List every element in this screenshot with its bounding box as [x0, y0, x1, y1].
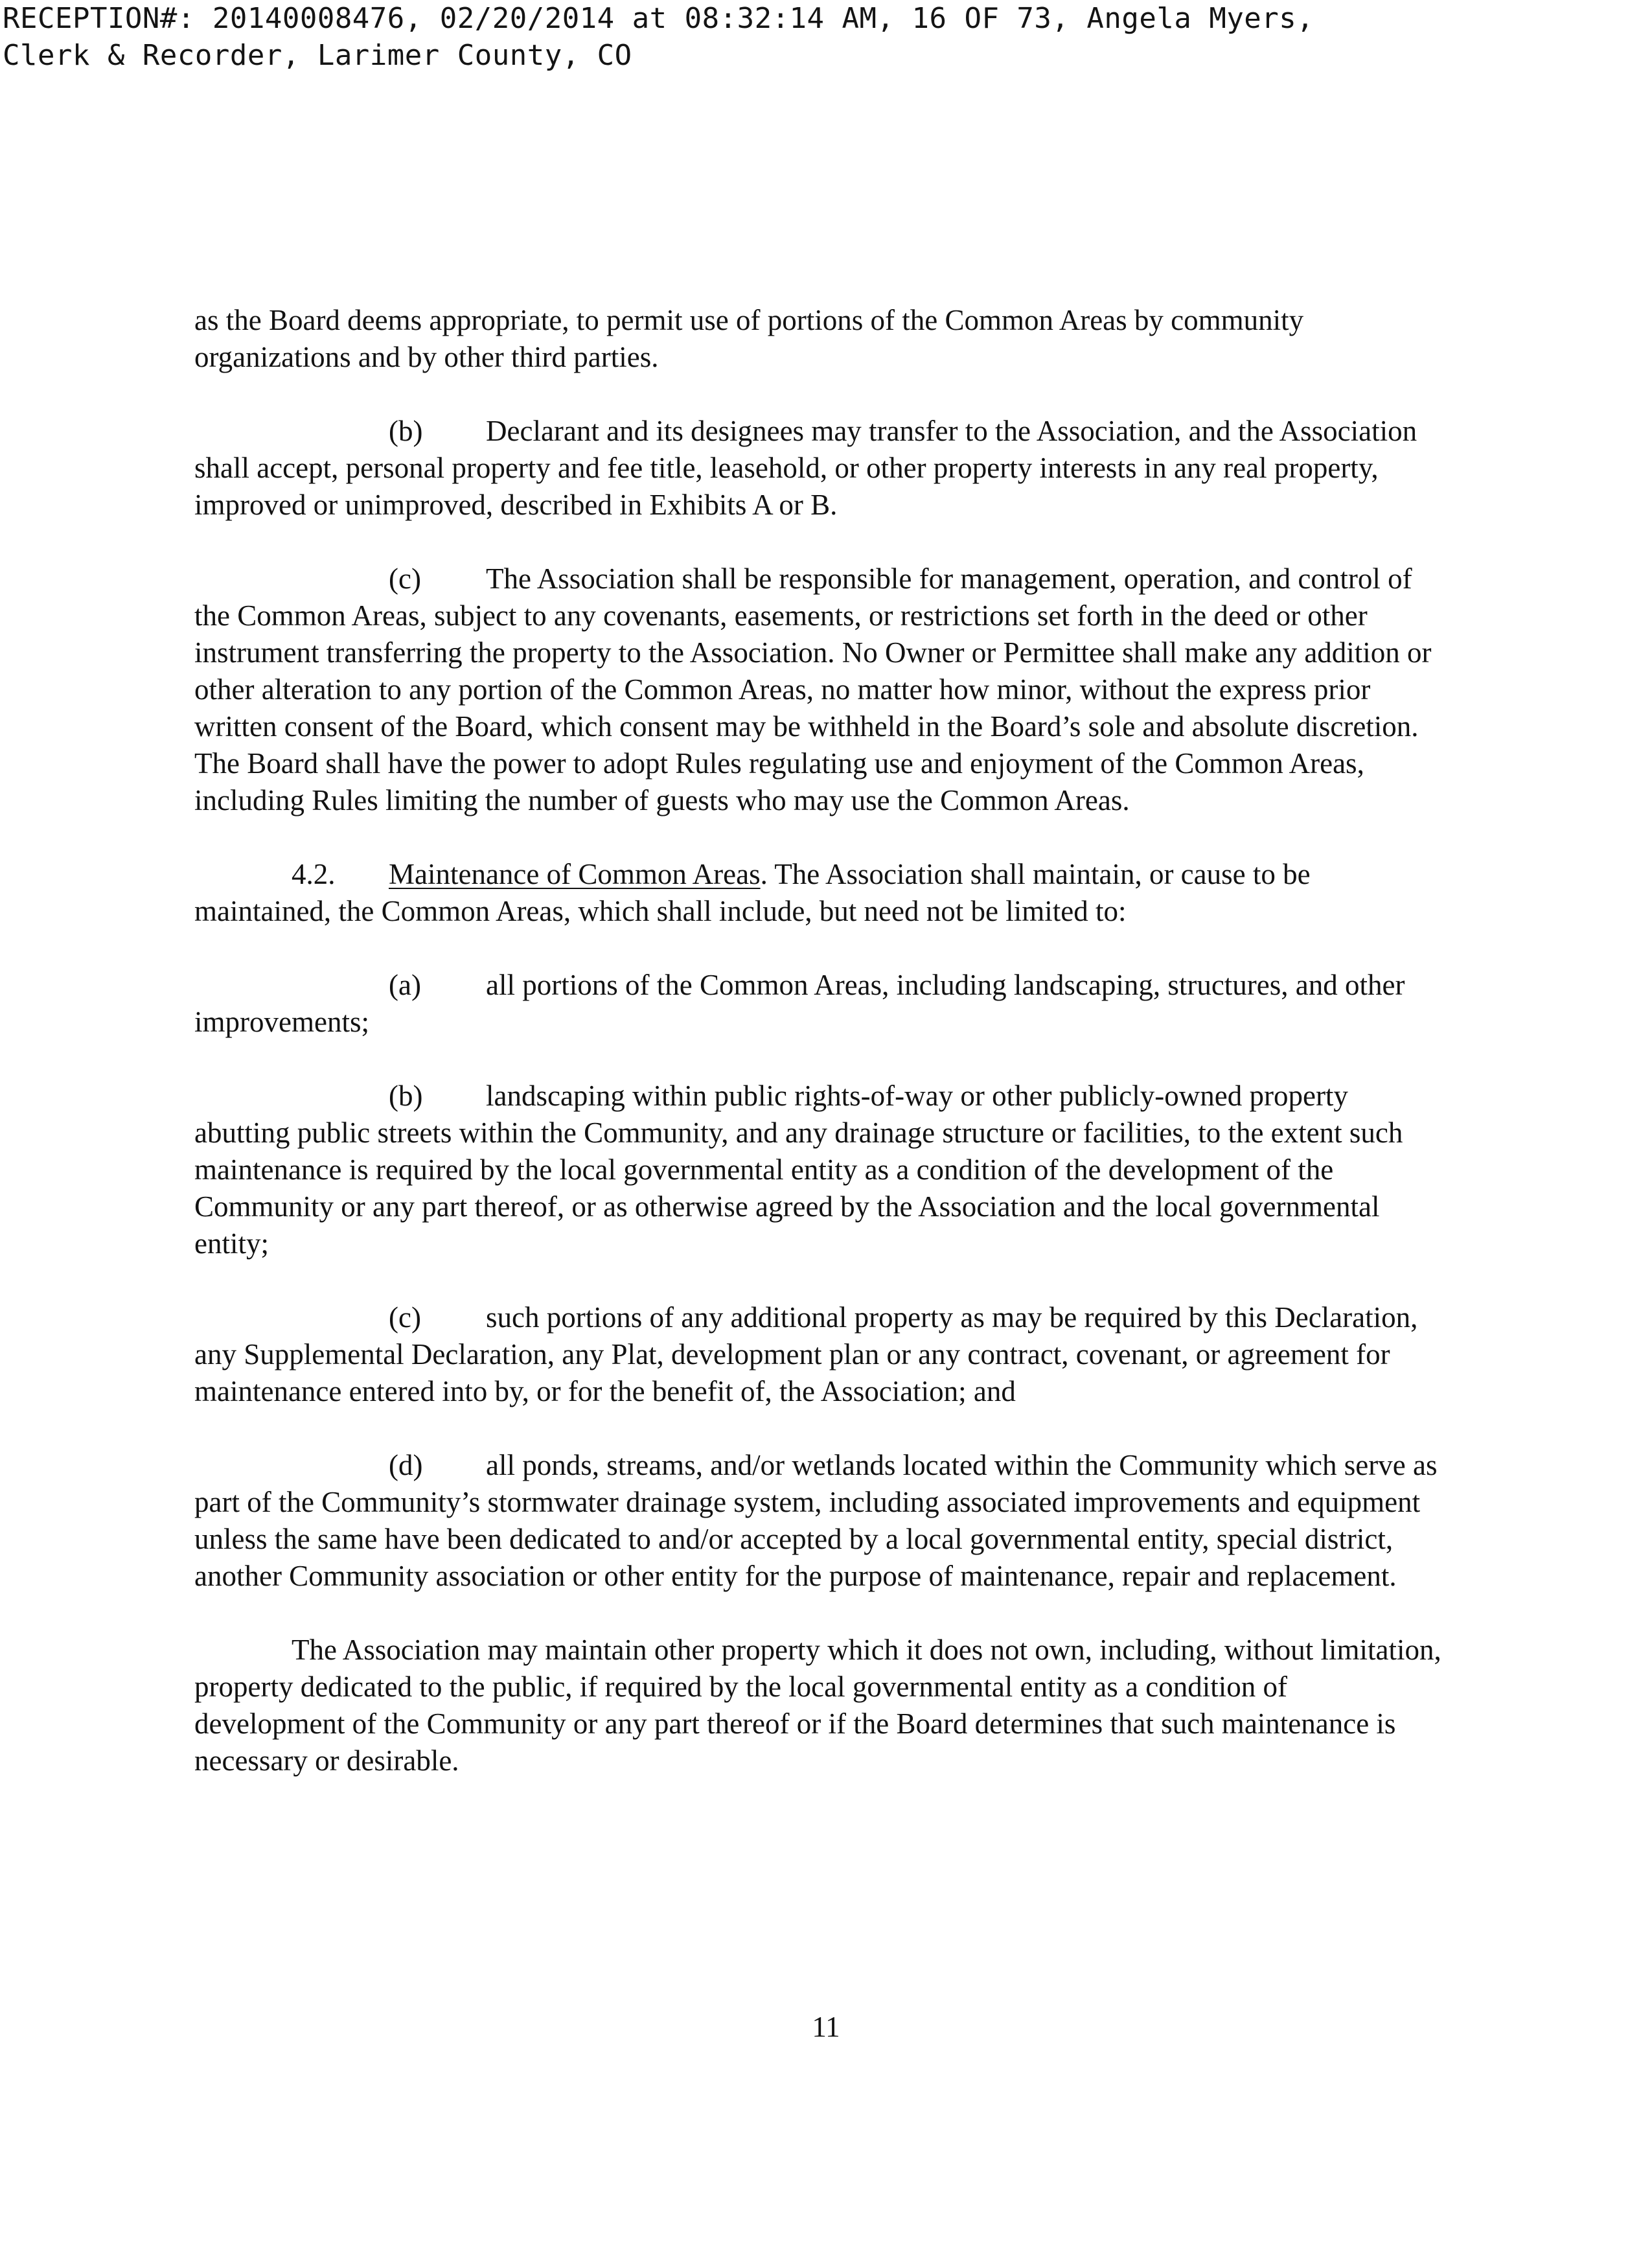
recording-stamp: [3, 0, 1314, 74]
paragraph-text: such portions of any additional property as may be required by this Declaration, any Supplemental Declaration, any Plat, development plan or any contract, covenant, or agreement for maintenance entered into by, or for the benefit of, the Association; and: [194, 1301, 1418, 1407]
paragraph-marker: (a): [389, 969, 421, 1001]
section-4-2: [194, 856, 1445, 930]
closing-paragraph: The Association may maintain other property which it does not own, including, without limitation, property dedicated to the public, if required by the local governmental entity as a condition of development of the Community or any part thereof or if the Board determines that such maintenance is necessary or desirable.: [194, 1634, 1441, 1777]
document-body: [194, 302, 1445, 1779]
paragraph-text: Declarant and its designees may transfer to the Association, and the Association shall accept, personal property and fee title, leasehold, or other property interests in any real property, improved or unimproved, described in Exhibits A or B.: [194, 415, 1417, 521]
continuation-paragraph: as the Board deems appropriate, to permit use of portions of the Common Areas by community organizations and by other third parties.: [194, 304, 1304, 373]
paragraph-4-2-b: [194, 1078, 1445, 1262]
paragraph-4-2-d: [194, 1447, 1445, 1595]
paragraph-text: all ponds, streams, and/or wetlands located within the Community which serve as part of the Community’s stormwater drainage system, including associated improvements and equipment unless the same have been dedicated to and/or accepted by a local governmental entity, special district, another Community association or other entity for the purpose of maintenance, repair and replacement.: [194, 1449, 1438, 1592]
paragraph-4-1-b: [194, 413, 1445, 524]
section-heading: Maintenance of Common Areas: [389, 858, 761, 890]
paragraph-marker: (b): [389, 1080, 423, 1112]
paragraph-4-2-c: [194, 1299, 1445, 1410]
paragraph-text: all portions of the Common Areas, including landscaping, structures, and other improvements;: [194, 969, 1405, 1038]
paragraph-4-1-c: [194, 561, 1445, 819]
section-number: 4.2.: [292, 858, 336, 890]
page-number: 11: [812, 2011, 840, 2043]
section-text: . The Association shall maintain, or cause to be maintained, the Common Areas, which shall include, but need not be limited to:: [194, 858, 1311, 927]
paragraph-marker: (c): [389, 1301, 421, 1334]
paragraph-marker: (b): [389, 415, 423, 447]
paragraph-marker: (d): [389, 1449, 423, 1481]
paragraph-4-2-a: [194, 967, 1445, 1041]
recording-stamp-line-2: Clerk & Recorder, Larimer County, CO: [3, 39, 632, 72]
paragraph-text: landscaping within public rights-of-way or other publicly-owned property abutting public streets within the Community, and any drainage structure or facilities, to the extent such maintenance is required by the local governmental entity as a condition of the development of the Community or any part thereof, or as otherwise agreed by the Association and the local governmental entity;: [194, 1080, 1403, 1260]
recording-stamp-line-1: RECEPTION#: 20140008476, 02/20/2014 at 08:32:14 AM, 16 OF 73, Angela Myers,: [3, 2, 1314, 35]
paragraph-marker: (c): [389, 562, 421, 595]
paragraph-text: The Association shall be responsible for management, operation, and control of the Common Areas, subject to any covenants, easements, or restrictions set forth in the deed or other instrument transferring the property to the Association. No Owner or Permittee shall make any addition or other alteration to any portion of the Common Areas, no matter how minor, without the express prior written consent of the Board, which consent may be withheld in the Board’s sole and absolute discretion. The Board shall have the power to adopt Rules regulating use and enjoyment of the Common Areas, including Rules limiting the number of guests who may use the Common Areas.: [194, 562, 1432, 816]
